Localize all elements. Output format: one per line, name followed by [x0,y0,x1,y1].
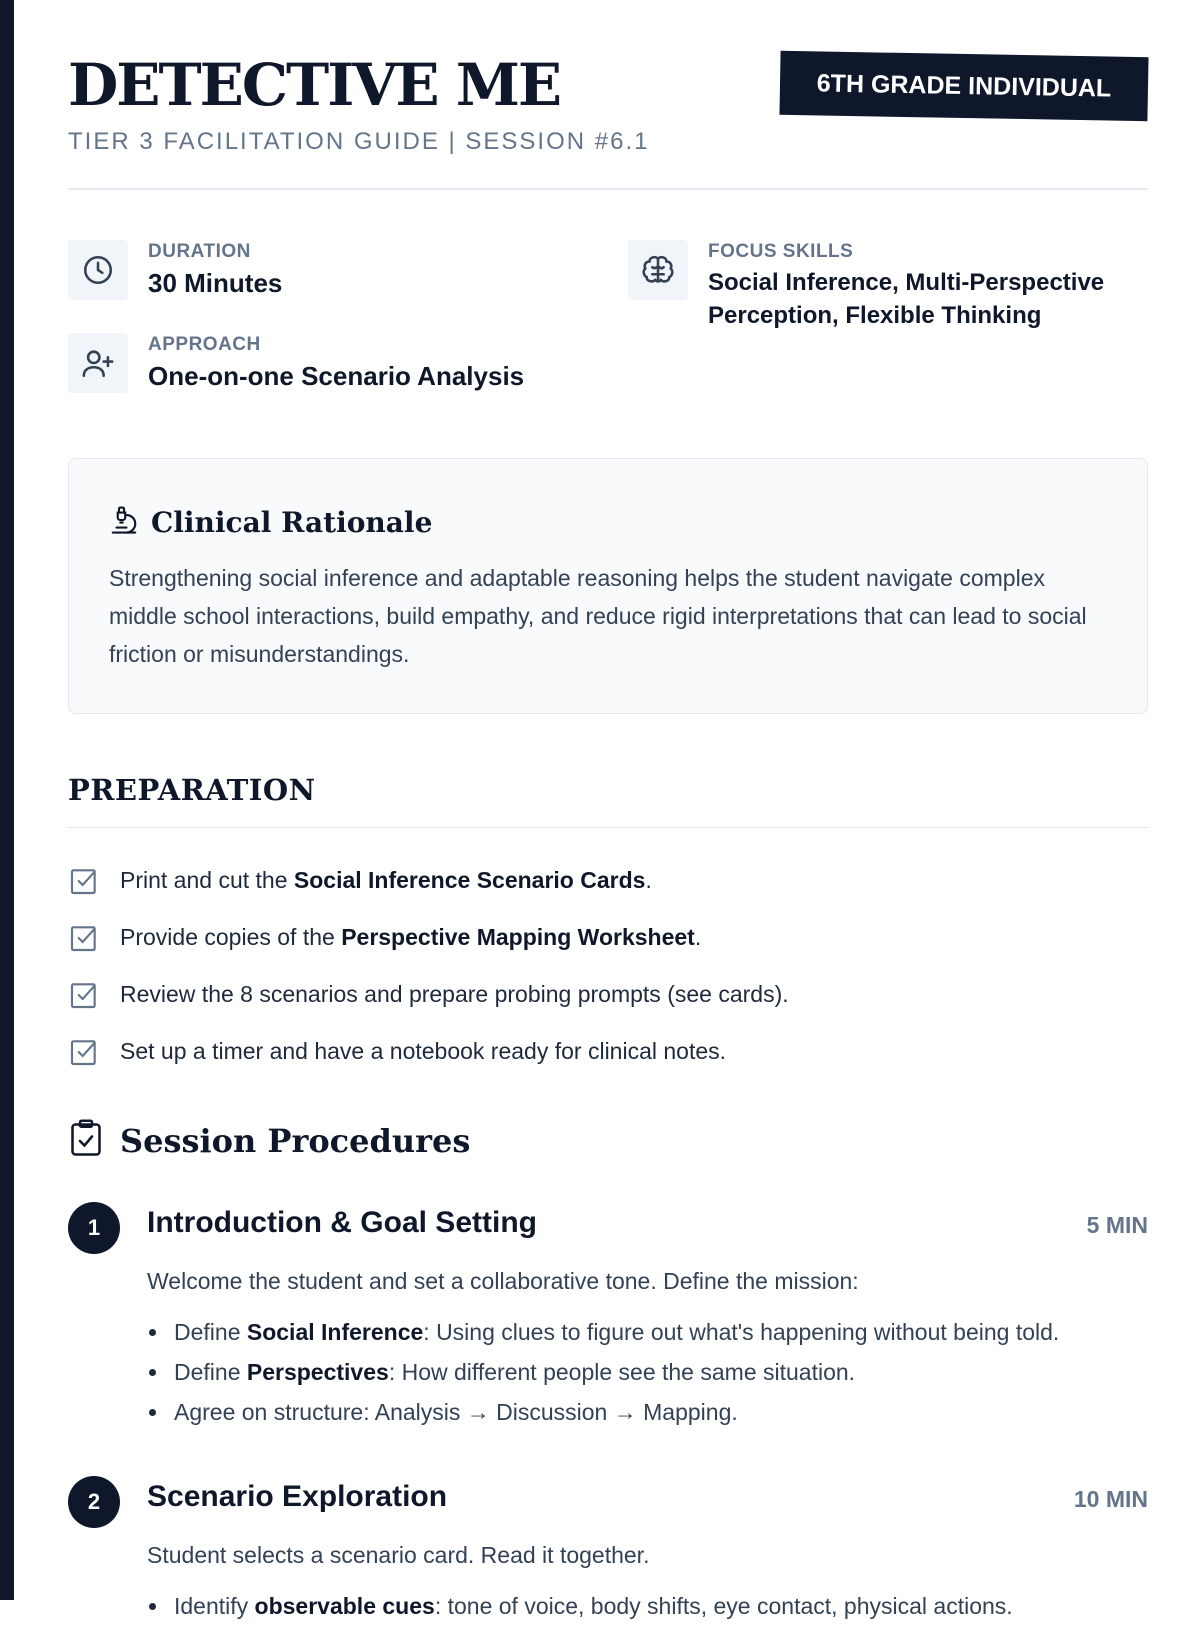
meta-duration [68,240,282,300]
clipboard-check-icon [68,1118,104,1163]
microscope-icon [109,505,139,540]
checkbox-icon [68,865,100,897]
step-number: 1 [68,1202,120,1254]
preparation-item-text: Provide copies of the Perspective Mapping Worksheet. [120,924,702,950]
preparation-title: PREPARATION [68,773,316,807]
step-number: 2 [68,1476,120,1528]
clock-icon [68,240,128,300]
page-subtitle: TIER 3 FACILITATION GUIDE | SESSION #6.1 [68,128,650,155]
step-bullet: Define Perspectives: How different people see the same situation. [147,1352,1147,1392]
step-bullets [147,1586,1147,1626]
rationale-title: Clinical Rationale [151,506,433,539]
preparation-item-text: Set up a timer and have a notebook ready for clinical notes. [120,1038,727,1064]
procedure-step-1 [68,1202,1148,1425]
clinical-rationale-card [68,458,1148,714]
step-bullet: Agree on structure: Analysis → Discussion → Mapping. [147,1392,1147,1432]
duration-value: 30 Minutes [148,268,283,298]
procedures-header [68,1118,470,1163]
step-bullet: Identify observable cues: tone of voice, body shifts, eye contact, physical actions. [147,1586,1147,1626]
guide-page [68,0,1148,1619]
preparation-item [68,852,1148,909]
preparation-item-text: Print and cut the Social Inference Scenario Cards. [120,867,652,893]
checkbox-icon [68,922,100,954]
checkbox-icon [68,1036,100,1068]
duration-label: DURATION [148,241,251,262]
preparation-list [68,852,1148,1080]
meta-approach [68,333,524,393]
step-duration: 10 MIN [1073,1486,1148,1512]
page-title: DETECTIVE ME [68,51,561,119]
procedures-title: Session Procedures [120,1121,471,1160]
left-accent-bar [0,0,14,1600]
step-description: Student selects a scenario card. Read it together. [147,1542,650,1568]
step-duration: 5 MIN [1086,1212,1148,1238]
session-meta [68,240,1148,410]
step-description: Welcome the student and set a collaborative tone. Define the mission: [147,1268,859,1294]
user-plus-icon [68,333,128,393]
step-bullet: Define Social Inference: Using clues to figure out what's happening without being told. [147,1312,1147,1352]
focus-skills-value-2: Perception, Flexible Thinking [708,302,1042,329]
grade-badge: 6TH GRADE INDIVIDUAL [779,51,1148,121]
rationale-body: Strengthening social inference and adaptable reasoning helps the student navigate complex middle school interactions, build empathy, and reduce rigid interpretations that can lead to social friction or misunderstandings. [109,565,1087,667]
meta-focus-skills [628,240,1104,332]
approach-value: One-on-one Scenario Analysis [148,361,525,391]
focus-skills-value-1: Social Inference, Multi-Perspective [708,269,1105,296]
approach-label: APPROACH [148,334,261,355]
preparation-divider [68,827,1148,828]
procedure-step-2 [68,1476,1148,1619]
checkbox-icon [68,979,100,1011]
page-header [68,0,1148,190]
step-title: Scenario Exploration [147,1480,448,1513]
preparation-item [68,1023,1148,1080]
step-title: Introduction & Goal Setting [147,1206,537,1239]
focus-skills-label: FOCUS SKILLS [708,241,854,262]
step-bullets [147,1312,1147,1432]
brain-icon [628,240,688,300]
preparation-item [68,966,1148,1023]
preparation-item [68,909,1148,966]
preparation-item-text: Review the 8 scenarios and prepare probing prompts (see cards). [120,981,789,1007]
